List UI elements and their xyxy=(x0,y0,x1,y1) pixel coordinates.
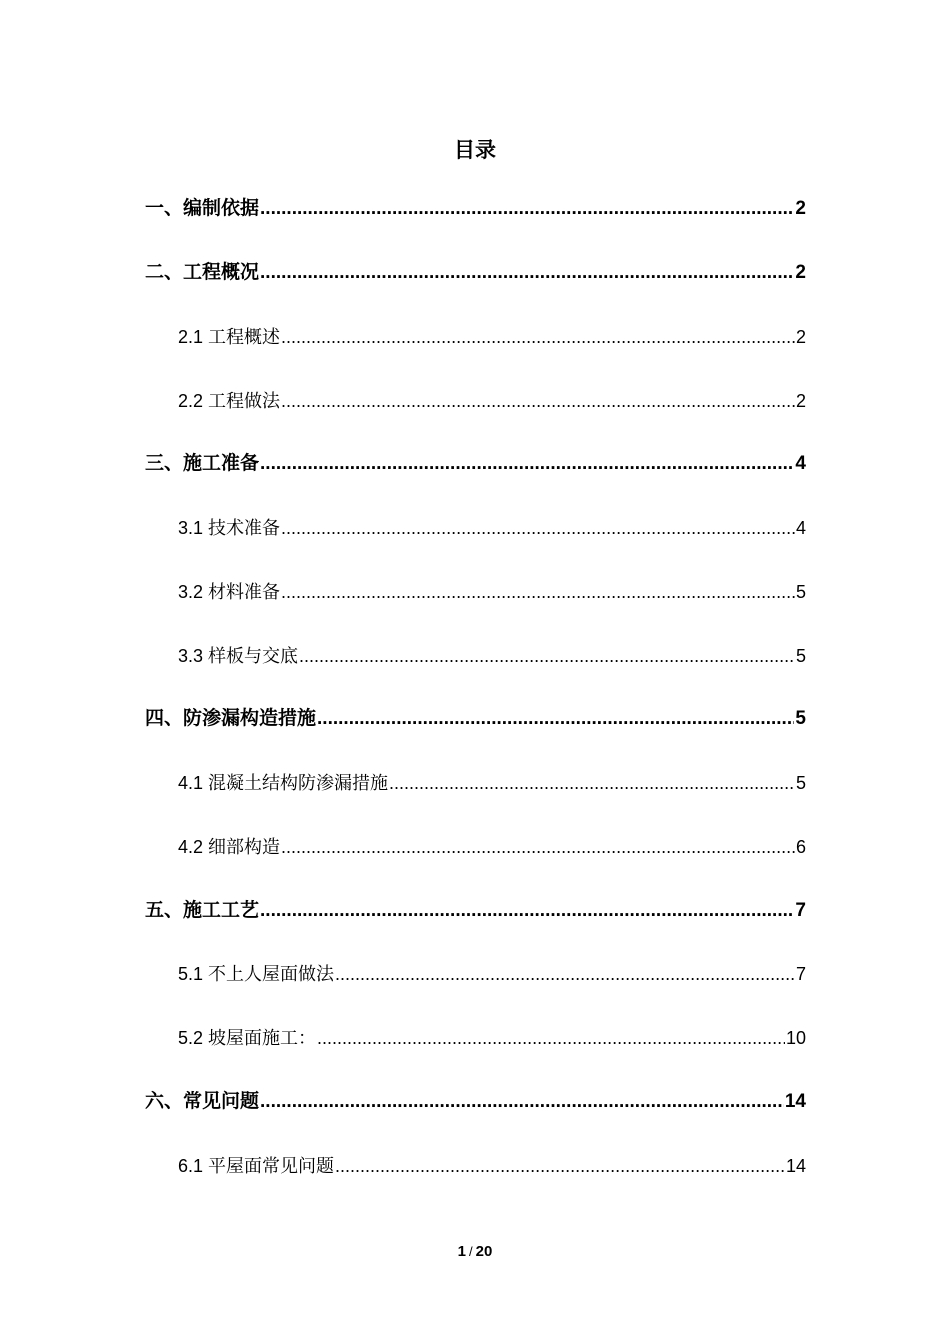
toc-entry-4-1[interactable] xyxy=(178,768,806,798)
toc-entry-label: 3.3 样板与交底 xyxy=(178,646,299,666)
toc-entry-page: 10 xyxy=(785,1028,806,1048)
toc-entry-2-2[interactable] xyxy=(178,386,806,416)
toc-entry-page: 6 xyxy=(795,837,806,857)
toc-entry-label: 5.2 坡屋面施工： xyxy=(178,1028,317,1048)
toc-entry-label: 2.1 工程概述 xyxy=(178,327,281,347)
toc-entry-3-1[interactable] xyxy=(178,513,806,543)
dot-leader xyxy=(281,577,795,607)
dot-leader xyxy=(281,386,795,416)
dot-leader xyxy=(260,896,794,926)
page-separator: / xyxy=(469,1244,473,1259)
toc-entry-label: 2.2 工程做法 xyxy=(178,391,281,411)
toc-entry-label: 5.1 不上人屋面做法 xyxy=(178,964,335,984)
toc-entry-page: 14 xyxy=(784,1091,806,1112)
toc-entry-page: 14 xyxy=(785,1156,806,1176)
toc-entry-5[interactable] xyxy=(145,896,806,926)
dot-leader xyxy=(281,322,795,352)
toc-title: 目录 xyxy=(454,139,496,162)
toc-entry-6[interactable] xyxy=(145,1087,806,1117)
toc-entry-3-2[interactable] xyxy=(178,577,806,607)
dot-leader xyxy=(281,832,795,862)
toc-entry-4[interactable] xyxy=(145,704,806,734)
toc-entry-label: 二、工程概况 xyxy=(145,262,260,283)
toc-entry-page: 2 xyxy=(795,391,806,411)
dot-leader xyxy=(299,641,795,671)
current-page-number: 1 xyxy=(457,1243,467,1260)
toc-entry-6-1[interactable] xyxy=(178,1151,806,1181)
dot-leader xyxy=(260,194,794,224)
toc-entry-page: 5 xyxy=(795,708,806,729)
dot-leader xyxy=(260,1087,784,1117)
toc-entry-label: 3.1 技术准备 xyxy=(178,518,281,538)
dot-leader xyxy=(260,449,794,479)
toc-entry-label: 四、防渗漏构造措施 xyxy=(145,708,317,729)
toc-entry-5-1[interactable] xyxy=(178,959,806,989)
toc-entry-page: 2 xyxy=(795,327,806,347)
toc-entry-label: 4.1 混凝土结构防渗漏措施 xyxy=(178,773,389,793)
toc-entry-2[interactable] xyxy=(145,258,806,288)
toc-entry-page: 7 xyxy=(795,900,806,921)
dot-leader xyxy=(317,704,794,734)
toc-entry-page: 7 xyxy=(795,964,806,984)
toc-entry-label: 3.2 材料准备 xyxy=(178,582,281,602)
toc-entry-page: 5 xyxy=(795,773,806,793)
toc-entry-label: 六、常见问题 xyxy=(145,1091,260,1112)
dot-leader xyxy=(317,1023,785,1053)
dot-leader xyxy=(260,258,794,288)
toc-entry-page: 4 xyxy=(795,453,806,474)
page-footer xyxy=(0,1241,950,1263)
toc-entry-page: 5 xyxy=(795,582,806,602)
total-page-count: 20 xyxy=(475,1243,493,1260)
toc-entry-label: 6.1 平屋面常见问题 xyxy=(178,1156,335,1176)
toc-entry-2-1[interactable] xyxy=(178,322,806,352)
toc-entry-page: 4 xyxy=(795,518,806,538)
toc-entry-label: 4.2 细部构造 xyxy=(178,837,281,857)
toc-entry-5-2[interactable] xyxy=(178,1023,806,1053)
dot-leader xyxy=(335,959,795,989)
toc-entry-page: 5 xyxy=(795,646,806,666)
dot-leader xyxy=(335,1151,785,1181)
dot-leader xyxy=(389,768,795,798)
toc-entry-4-2[interactable] xyxy=(178,832,806,862)
toc-entry-label: 一、编制依据 xyxy=(145,198,260,219)
toc-entry-3[interactable] xyxy=(145,449,806,479)
toc-entry-1[interactable] xyxy=(145,194,806,224)
toc-entry-page: 2 xyxy=(795,262,806,283)
toc-entry-label: 五、施工工艺 xyxy=(145,900,260,921)
toc-entry-3-3[interactable] xyxy=(178,641,806,671)
dot-leader xyxy=(281,513,795,543)
toc-entry-label: 三、施工准备 xyxy=(145,453,260,474)
toc-entry-page: 2 xyxy=(795,198,806,219)
